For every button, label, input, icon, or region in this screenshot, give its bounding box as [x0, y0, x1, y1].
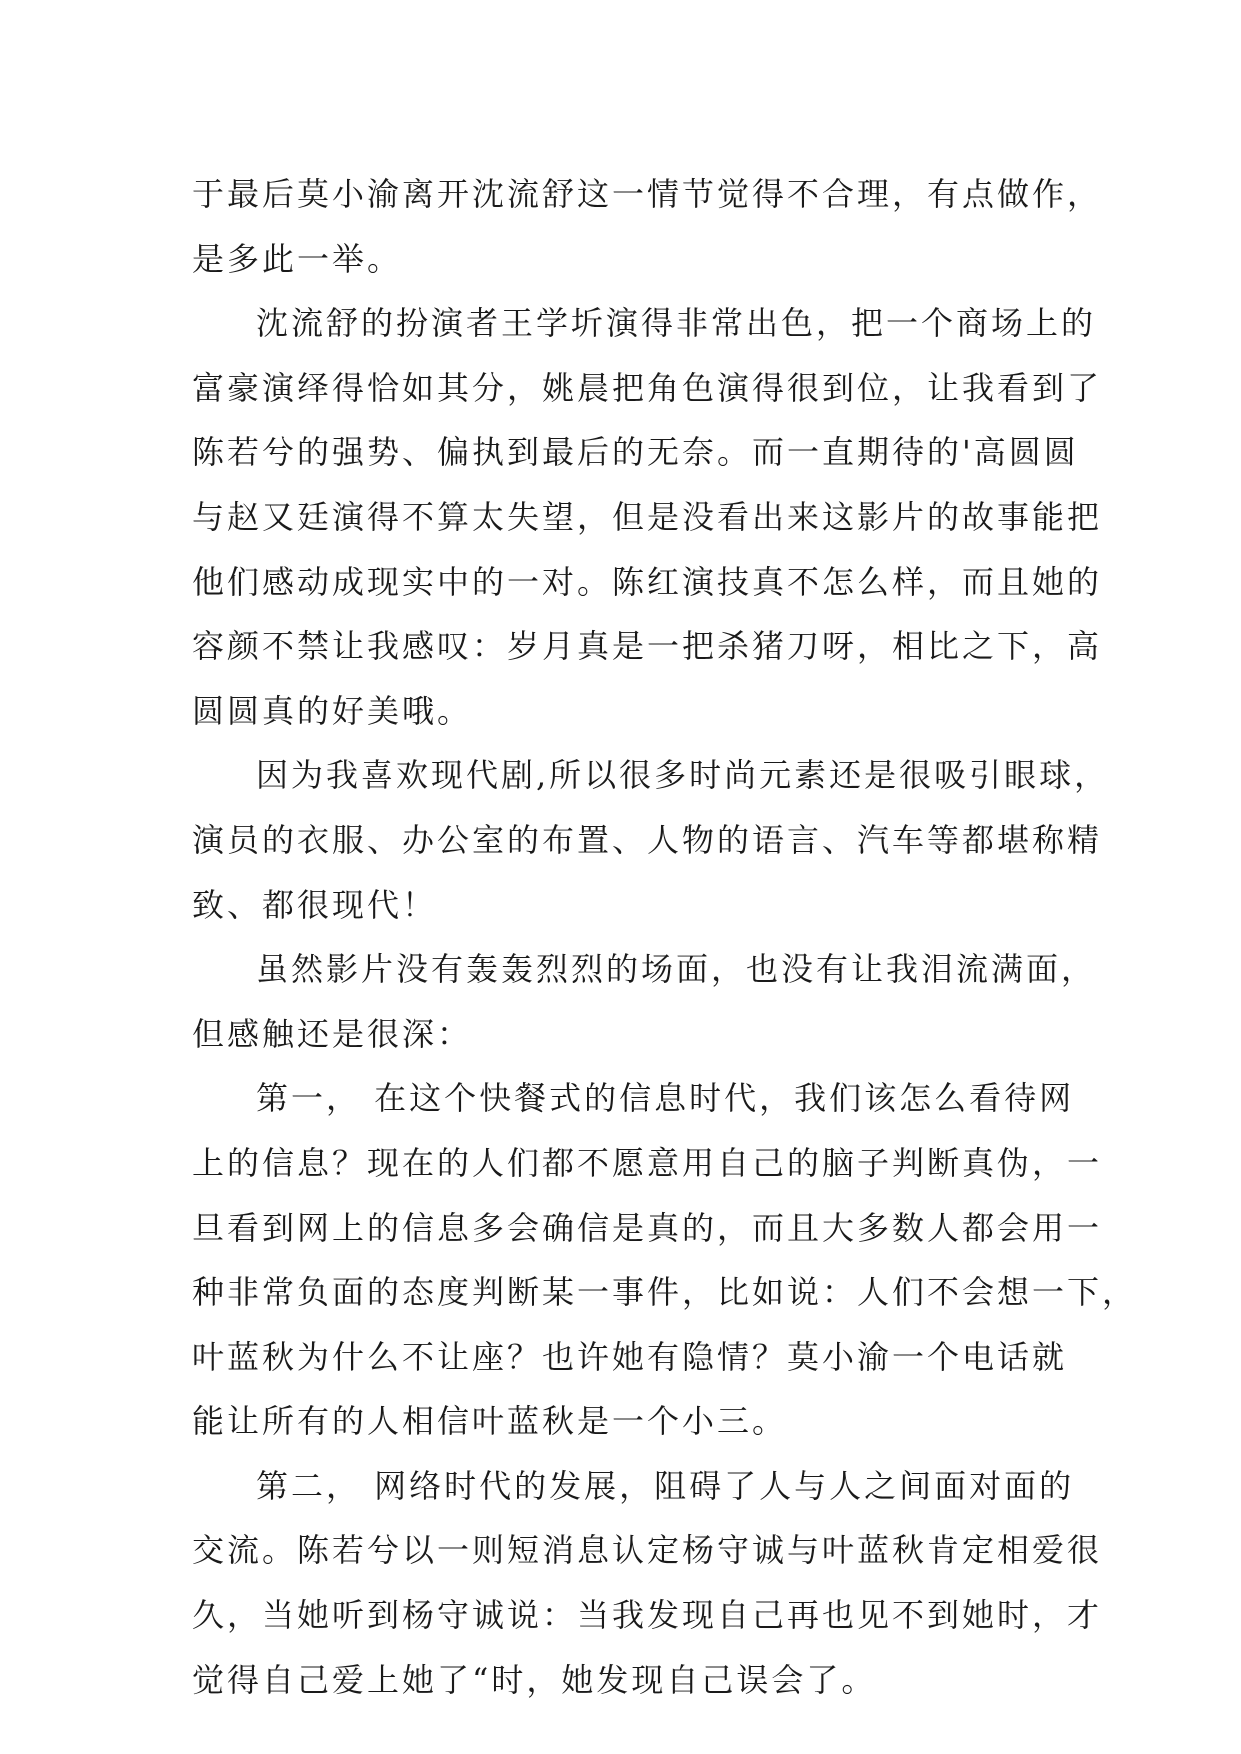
text-line: 交流。陈若兮以一则短消息认定杨守诚与叶蓝秋肯定相爱很: [192, 1531, 1103, 1570]
text-line: 圆圆真的好美哦。: [192, 691, 473, 730]
text-line: 旦看到网上的信息多会确信是真的，而且大多数人都会用一: [192, 1208, 1103, 1247]
text-line: 但感触还是很深：: [192, 1014, 473, 1053]
text-line: 上的信息？现在的人们都不愿意用自己的脑子判断真伪，一: [192, 1143, 1103, 1182]
text-line: 第一， 在这个快餐式的信息时代，我们该怎么看待网: [256, 1079, 1075, 1118]
text-line: 叶蓝秋为什么不让座？也许她有隐情？莫小渝一个电话就: [192, 1337, 1068, 1376]
text-line: 演员的衣服、办公室的布置、人物的语言、汽车等都堪称精: [192, 820, 1103, 859]
text-line: 容颜不禁让我感叹：岁月真是一把杀猪刀呀，相比之下，高: [192, 627, 1103, 666]
text-line: 第二， 网络时代的发展，阻碍了人与人之间面对面的: [256, 1466, 1075, 1505]
text-line: 沈流舒的扮演者王学圻演得非常出色，把一个商场上的: [256, 304, 1097, 343]
text-line: 因为我喜欢现代剧,所以很多时尚元素还是很吸引眼球，: [256, 756, 1110, 795]
text-line: 他们感动成现实中的一对。陈红演技真不怎么样，而且她的: [192, 562, 1103, 601]
text-line: 久，当她听到杨守诚说：当我发现自己再也见不到她时，才: [192, 1596, 1103, 1635]
text-line: 是多此一举。: [192, 239, 403, 278]
text-line: 富豪演绎得恰如其分，姚晨把角色演得很到位，让我看到了: [192, 368, 1103, 407]
text-line: 种非常负面的态度判断某一事件，比如说：人们不会想一下，: [192, 1273, 1138, 1312]
text-line: 致、都很现代！: [192, 885, 438, 924]
text-line: 与赵又廷演得不算太失望，但是没看出来这影片的故事能把: [192, 497, 1103, 536]
text-line: 陈若兮的强势、偏执到最后的无奈。而一直期待的'高圆圆: [192, 433, 1079, 472]
text-line: 觉得自己爱上她了“时，她发现自己误会了。: [192, 1660, 877, 1699]
text-line: 虽然影片没有轰轰烈烈的场面，也没有让我泪流满面，: [256, 950, 1097, 989]
text-line: 能让所有的人相信叶蓝秋是一个小三。: [192, 1402, 788, 1441]
body-text: [192, 162, 1138, 1712]
text-line: 于最后莫小渝离开沈流舒这一情节觉得不合理，有点做作，: [192, 175, 1103, 213]
